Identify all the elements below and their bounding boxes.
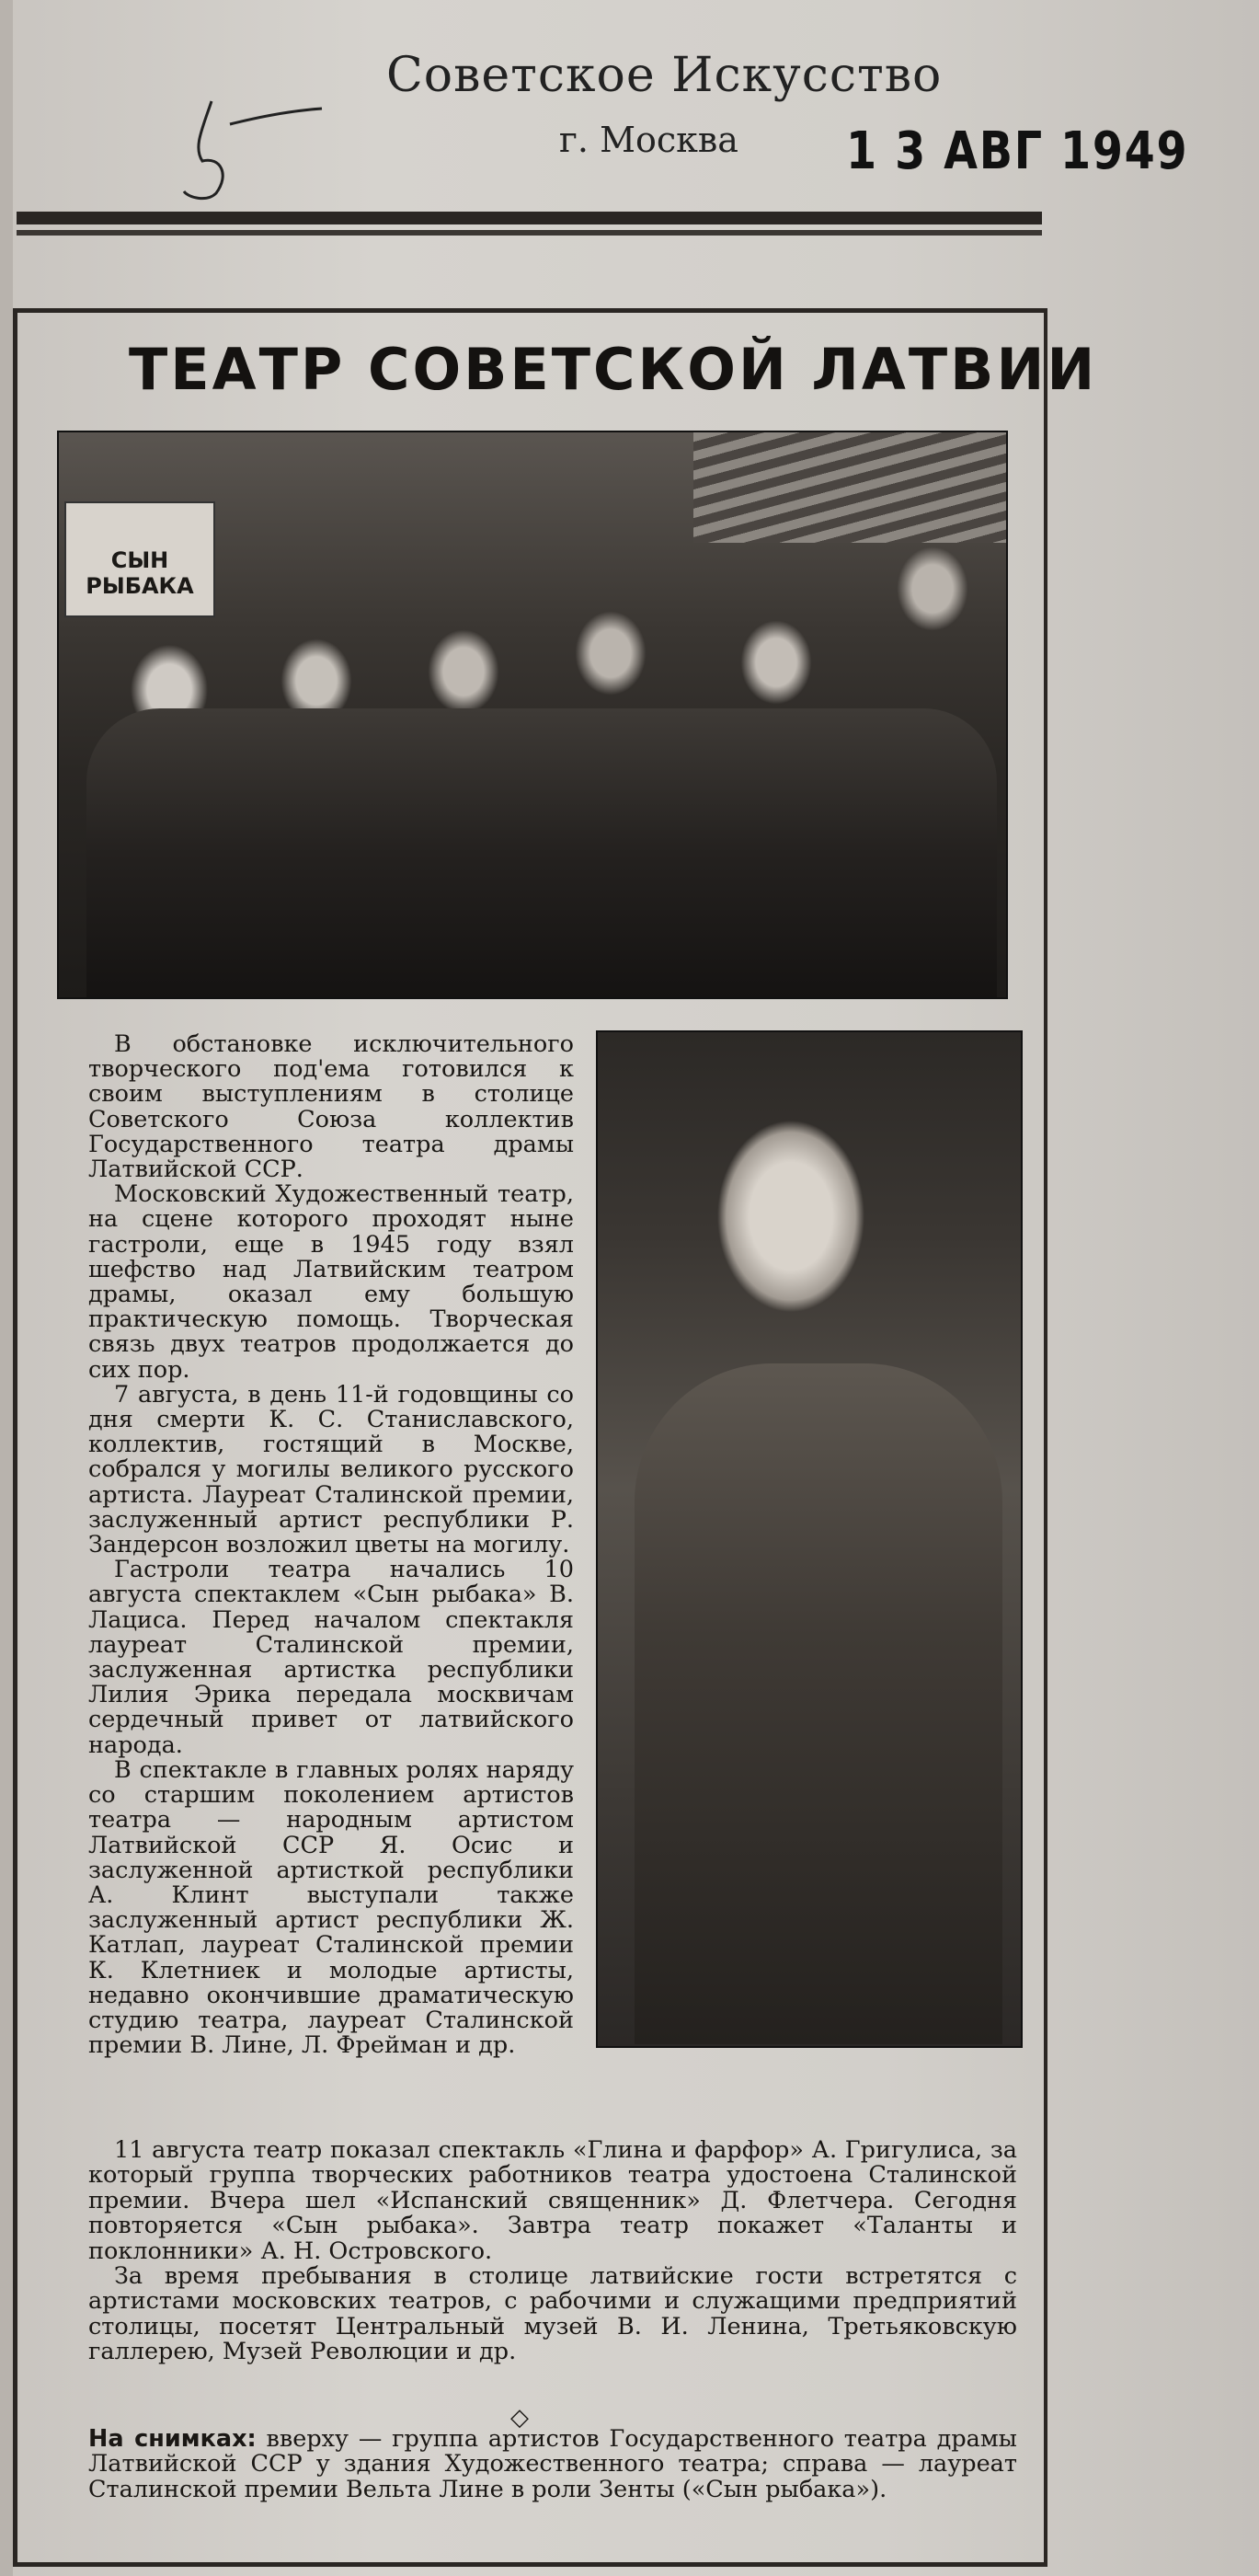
theatre-sign	[64, 501, 215, 617]
article-headline: ТЕАТР СОВЕТСКОЙ ЛАТВИИ	[129, 336, 1098, 403]
top-rule-thin	[17, 230, 1042, 236]
paragraph: 11 августа театр показал спектакль «Глина и фарфор» А. Григулиса, за который группа творческих работников театра удостоена Сталинской премии. Вчера шел «Испанский священник» Д. Флетчера. Сегодня повторяется «Сын рыбака». Завтра театр покажет «Таланты и поклонники» А. Н. Островского.	[88, 2136, 1017, 2265]
city-label: г. Москва	[559, 120, 738, 160]
newspaper-name: Советское Искусство	[386, 48, 943, 103]
paragraph: За время пребывания в столице латвийские гости встретятся с артистами московских театров, с рабочими и служащими предприятий столицы, посетят Центральный музей В. И. Ленина, Третьяковскую галлерею, Музей Революции и др.	[88, 2262, 1017, 2366]
portrait-figure	[635, 1363, 1002, 2044]
separator-diamond: ◇	[510, 2404, 529, 2432]
article-column	[88, 1032, 574, 2058]
handwritten-mark	[166, 74, 331, 212]
actress-portrait	[596, 1030, 1023, 2048]
article-wide-text	[88, 2138, 1017, 2365]
caption-lead: На снимках:	[88, 2425, 257, 2453]
crowd-silhouette	[86, 708, 997, 997]
paragraph: 7 августа, в день 11-й годовщины со дня смерти К. С. Станиславского, коллектив, гостящий в Москве, собрался у могилы великого русского артиста. Лауреат Сталинской премии, заслуженный артист республики Р. Зандерсон возложил цветы на могилу.	[88, 1380, 574, 1559]
paragraph: Гастроли театра начались 10 августа спектаклем «Сын рыбака» В. Лациса. Перед началом спектакля лауреат Сталинской премии, заслуженная артистка республики Лилия Эрика передала москвичам сердечный привет от латвийского народа.	[88, 1556, 574, 1759]
photo-caption	[88, 2427, 1017, 2502]
group-photo	[57, 431, 1008, 999]
top-rule	[17, 212, 1042, 224]
paragraph: В спектакле в главных ролях наряду со старшим поколением артистов театра — народным артистом Латвийской ССР Я. Осис и заслуженной артисткой республики А. Клинт выступали также заслуженный артист республики Ж. Катлап, лауреат Сталинской премии К. Клетниек и молодые артисты, недавно окончившие драматическую студию театра, лауреат Сталинской премии В. Лине, Л. Фрейман и др.	[88, 1755, 574, 2060]
date-stamp: 1 3 АВГ 1949	[846, 121, 1189, 181]
paragraph: В обстановке исключительного творческого под'ема готовился к своим выступлениям в столице Советского Союза коллектив Государственного театра драмы Латвийской ССР.	[88, 1030, 574, 1184]
page-edge	[0, 0, 13, 2576]
awning	[693, 432, 1006, 543]
sign-text: СЫН РЫБАКА	[86, 547, 194, 599]
paragraph: Московский Художественный театр, на сцене которого проходят ныне гастроли, еще в 1945 году взял шефство над Латвийским театром драмы, оказал ему большую практическую помощь. Творческая связь двух театров продолжается до сих пор.	[88, 1180, 574, 1384]
caption-text: вверху — группа артистов Государственного театра драмы Латвийской ССР у здания Художественного театра; справа — лауреат Сталинской премии Вельта Лине в роли Зенты («Сын рыбака»).	[88, 2425, 1017, 2503]
